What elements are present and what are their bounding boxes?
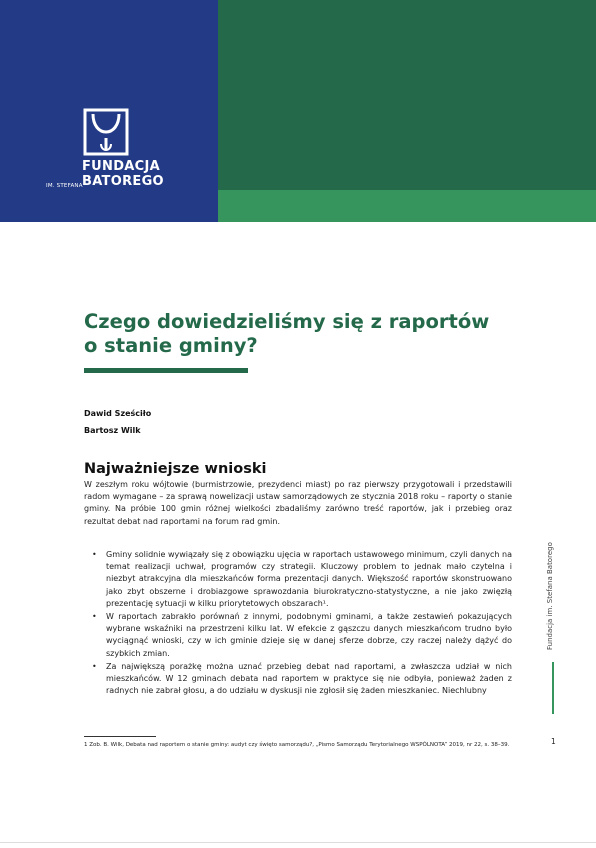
logo-text-im-stefana: IM. STEFANA: [46, 183, 83, 189]
header-green-strip: [218, 190, 596, 222]
footnote-rule: [84, 736, 156, 737]
title-line-2: o stanie gminy?: [84, 334, 258, 357]
page-bottom-edge: [0, 842, 596, 843]
page-title: [84, 310, 504, 358]
side-label-text: Fundacja im. Stefana Batorego: [546, 542, 554, 650]
logo-text-batorego: BATOREGO: [82, 174, 164, 189]
conclusions-list: [84, 549, 512, 698]
list-item-text: • Gminy solidnie wywiązały się z obowiązku ujęcia w raportach ustawowego minimum, czyli danych na temat realizacji uchwał, programów czy strategii. Kluczowy problem to jednak mało czytelna i niezbyt atrakcyjna dla mieszkańców forma prezentacji danych. Większość raportów skonstruowano jako zbyt obszerne i drobiazgowe sprawozdania biurokratyczno-statystyczne, a nie jako zwięzłą prezentację sytuacji w kilku priorytetowych obszarach¹.: [106, 550, 512, 608]
foundation-logo-icon: [83, 108, 129, 156]
list-item-text: • Za największą porażkę można uznać przebieg debat nad raportami, a zwłaszcza udział w nich mieszkańców. W 12 gminach debata nad raportem w praktyce się nie odbyła, ponieważ żaden z radnych nie zabrał głosu, a do udziału w dyskusji nie zgłosił się żaden mieszkaniec. Niechlubny: [106, 661, 512, 696]
header-green-panel: [218, 0, 596, 190]
list-item: [84, 549, 512, 610]
list-item: [84, 611, 512, 660]
side-label: [546, 530, 560, 650]
title-underline: [84, 368, 248, 373]
title-line-1: Czego dowiedzieliśmy się z raportów: [84, 310, 490, 333]
logo-text-fundacja: FUNDACJA: [82, 159, 161, 174]
intro-text: W zeszłym roku wójtowie (burmistrzowie, prezydenci miast) po raz pierwszy przygotowali i przedstawili radom wymagane – za sprawą nowelizacji ustaw samorządowych ze stycznia 2018 roku – raporty o stanie gminy. Na próbie 100 gmin różnej wielkości zbadaliśmy zarówno treść raportów, jak i przebieg oraz rezultat debat nad raportami na forum rad gmin.: [84, 480, 512, 526]
author-1: Dawid Sześciło: [84, 409, 152, 418]
intro-paragraph: [84, 479, 512, 528]
list-item-text: • W raportach zabrakło porównań z innymi, podobnymi gminami, a także zestawień pokazujących wybrane wskaźniki na przestrzeni kilku lat. W efekcie z gąszczu danych mieszkańcom trudno było wyciągnąć wnioski, czy w ich gminie dzieje się w danej sferze dobrze, czy raczej należy dążyć do szybkich zmian.: [106, 612, 512, 658]
page-number: 1: [551, 737, 556, 746]
section-heading: Najważniejsze wnioski: [84, 461, 267, 477]
footnote: 1 Zob. B. Wilk, Debata nad raportem o stanie gminy: audyt czy święto samorządu?, „Pismo Samorządu Terytorialnego WSPÓLNOTA” 2019, nr 22, s. 38–39.: [84, 742, 510, 748]
list-item: [84, 661, 512, 698]
side-accent-rule: [552, 662, 554, 714]
author-2: Bartosz Wilk: [84, 426, 141, 435]
